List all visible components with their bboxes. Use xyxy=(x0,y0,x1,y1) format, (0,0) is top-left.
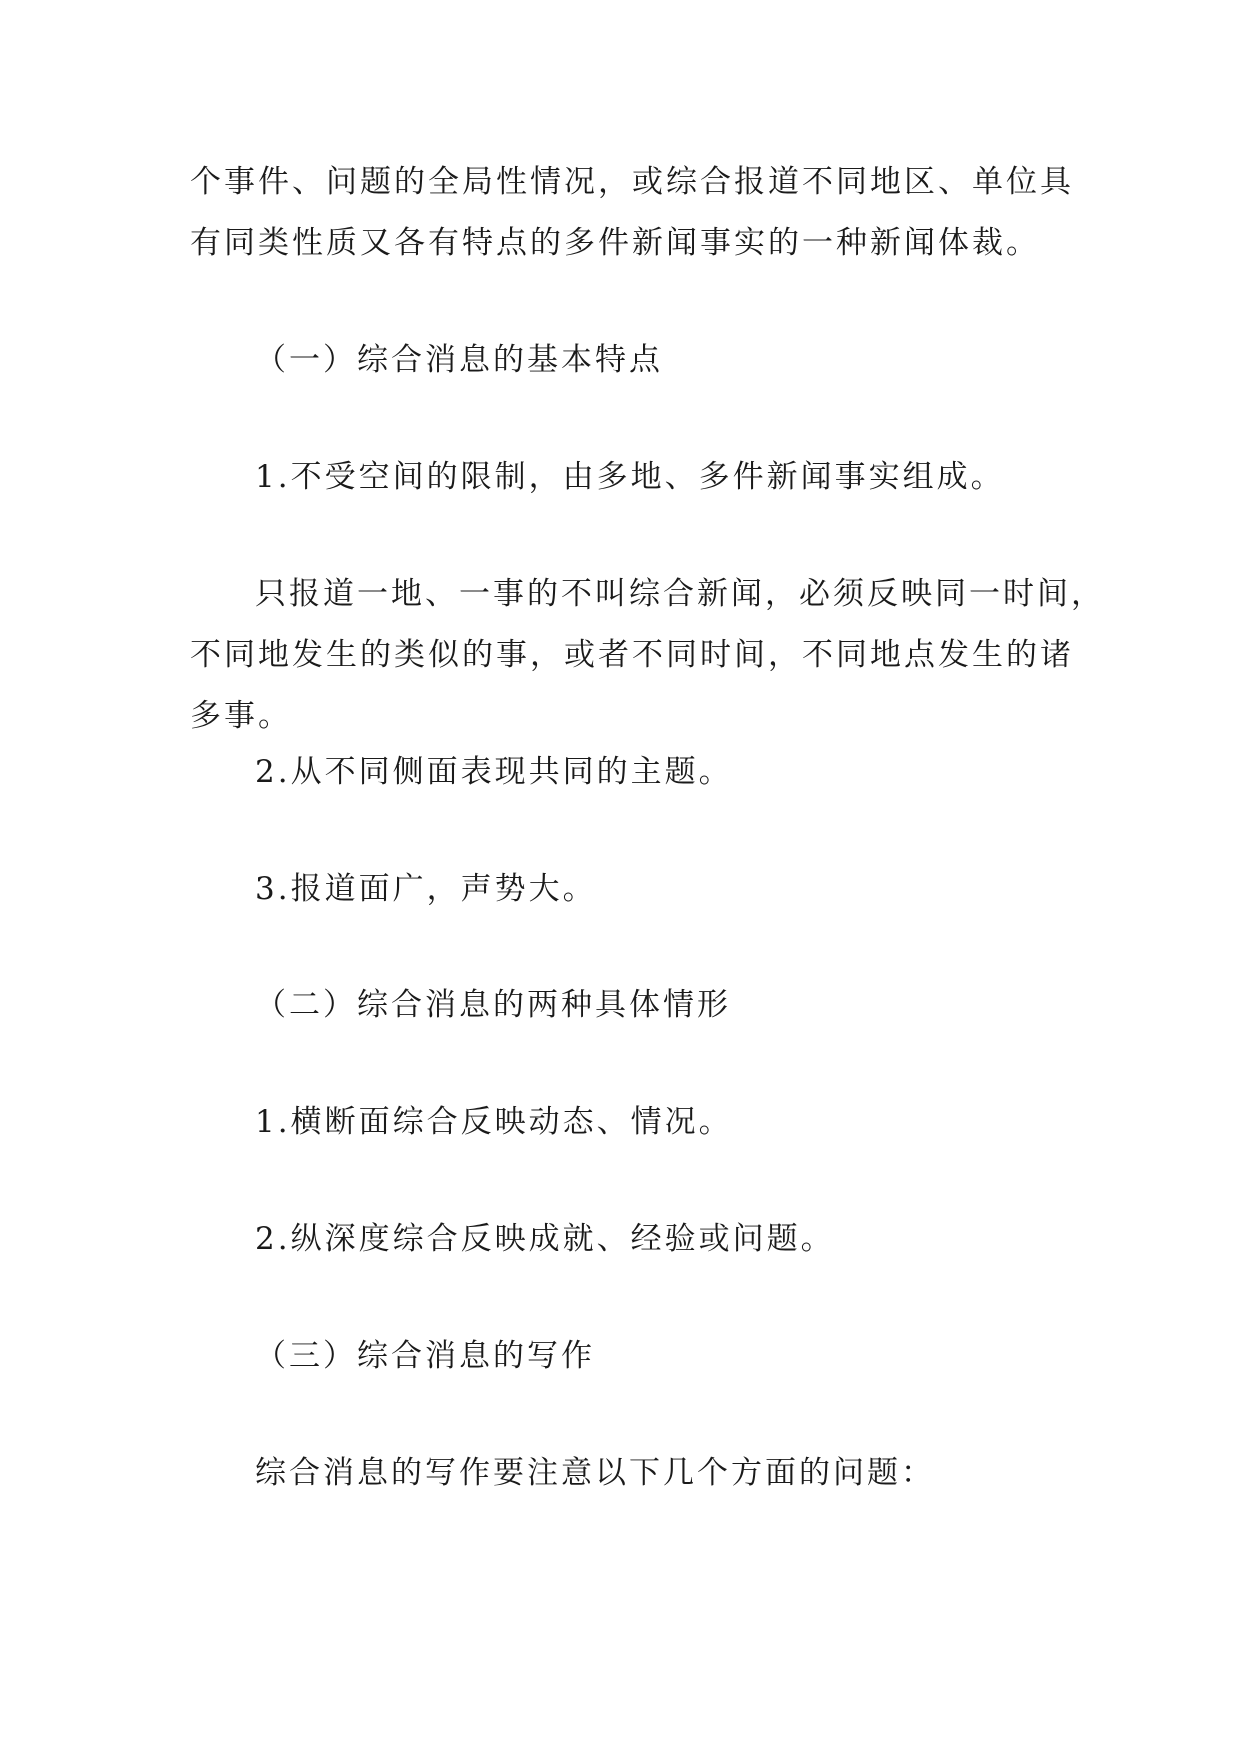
section-2-point-2: 2.纵深度综合反映成就、经验或问题。 xyxy=(255,1221,835,1257)
intro-line-2: 有同类性质又各有特点的多件新闻事实的一种新闻体裁。 xyxy=(190,225,1040,261)
section-2-heading: （二）综合消息的两种具体情形 xyxy=(255,987,731,1023)
section-1-paragraph-line-2: 不同地发生的类似的事，或者不同时间，不同地点发生的诸 xyxy=(190,637,1074,673)
section-1-point-2: 2.从不同侧面表现共同的主题。 xyxy=(255,754,733,790)
section-3-heading: （三）综合消息的写作 xyxy=(255,1338,595,1374)
section-1-point-3: 3.报道面广，声势大。 xyxy=(255,871,597,907)
section-1-paragraph-line-3: 多事。 xyxy=(190,698,292,734)
section-3-paragraph: 综合消息的写作要注意以下几个方面的问题： xyxy=(255,1455,935,1491)
intro-line-1: 个事件、问题的全局性情况，或综合报道不同地区、单位具 xyxy=(190,164,1074,200)
section-1-heading: （一）综合消息的基本特点 xyxy=(255,342,663,378)
section-2-point-1: 1.横断面综合反映动态、情况。 xyxy=(255,1104,733,1140)
section-1-paragraph-line-1: 只报道一地、一事的不叫综合新闻，必须反映同一时间， xyxy=(255,576,1105,612)
section-1-point-1: 1.不受空间的限制，由多地、多件新闻事实组成。 xyxy=(255,459,1005,495)
